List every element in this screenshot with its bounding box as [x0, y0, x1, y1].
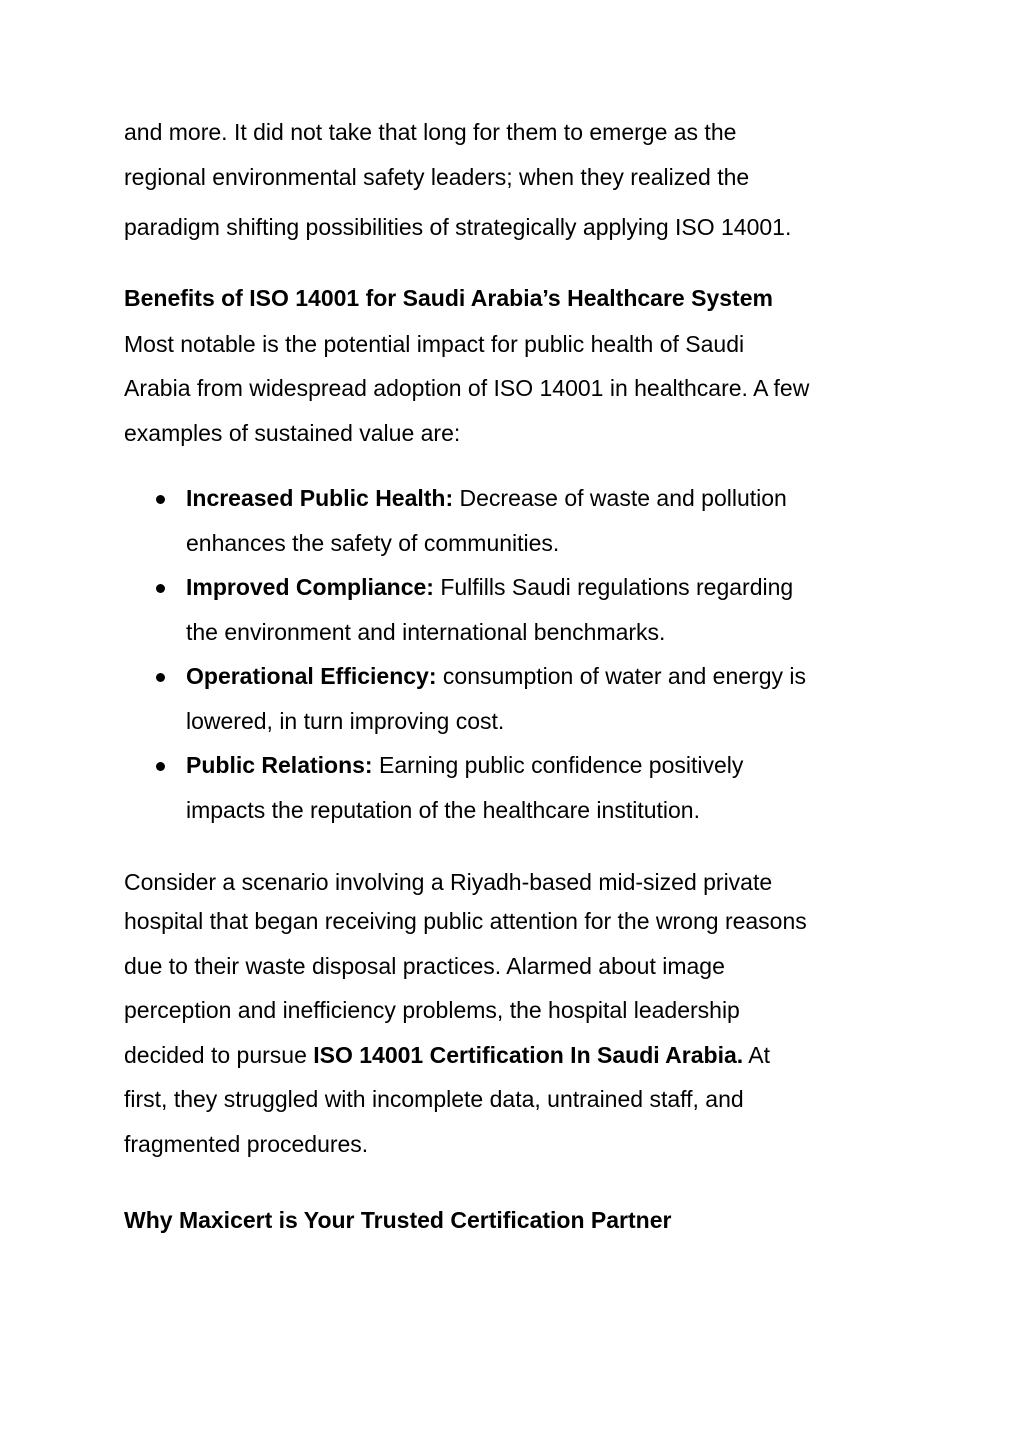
list-item-title: Increased Public Health:	[186, 485, 454, 511]
list-item-title: Public Relations:	[186, 752, 373, 778]
scenario-line-7: fragmented procedures.	[124, 1131, 369, 1157]
benefits-heading: Benefits of ISO 14001 for Saudi Arabia’s Healthcare System	[124, 285, 773, 311]
intro-line-1: and more. It did not take that long for them to emerge as the	[124, 119, 737, 145]
benefits-para-line-3: examples of sustained value are:	[124, 420, 461, 446]
scenario-text: decided to pursue	[124, 1042, 314, 1068]
bullet-icon	[156, 584, 165, 593]
scenario-bold-text: ISO 14001 Certification In Saudi Arabia.	[313, 1042, 744, 1068]
list-item-text: Fulfills Saudi regulations regarding	[433, 574, 794, 600]
scenario-line-2: hospital that began receiving public attention for the wrong reasons	[124, 908, 807, 934]
benefits-para-line-1: Most notable is the potential impact for public health of Saudi	[124, 331, 745, 357]
bullet-icon	[156, 495, 165, 504]
bullet-icon	[156, 673, 165, 682]
intro-line-2: regional environmental safety leaders; when they realized the	[124, 164, 750, 190]
list-item-title: Improved Compliance:	[186, 574, 434, 600]
scenario-line-5	[124, 1041, 770, 1069]
scenario-line-6: first, they struggled with incomplete data, untrained staff, and	[124, 1086, 744, 1112]
why-heading: Why Maxicert is Your Trusted Certification Partner	[124, 1207, 672, 1233]
list-item-text: Earning public confidence positively	[372, 752, 744, 778]
intro-line-3: paradigm shifting possibilities of strategically applying ISO 14001.	[124, 214, 792, 240]
benefits-para-line-2: Arabia from widespread adoption of ISO 14001 in healthcare. A few	[124, 375, 810, 401]
list-item-text-cont: lowered, in turn improving cost.	[186, 708, 505, 734]
list-item-text: Decrease of waste and pollution	[453, 485, 787, 511]
scenario-line-1: Consider a scenario involving a Riyadh-based mid-sized private	[124, 869, 773, 895]
list-item-text-cont: impacts the reputation of the healthcare institution.	[186, 797, 700, 823]
scenario-text: At	[743, 1042, 771, 1068]
list-item-title: Operational Efficiency:	[186, 663, 437, 689]
list-item-text-cont: enhances the safety of communities.	[186, 530, 560, 556]
list-item-text: consumption of water and energy is	[436, 663, 806, 689]
list-item-text-cont: the environment and international benchmarks.	[186, 619, 666, 645]
scenario-line-3: due to their waste disposal practices. Alarmed about image	[124, 953, 725, 979]
bullet-icon	[156, 762, 165, 771]
scenario-line-4: perception and inefficiency problems, the hospital leadership	[124, 997, 740, 1023]
